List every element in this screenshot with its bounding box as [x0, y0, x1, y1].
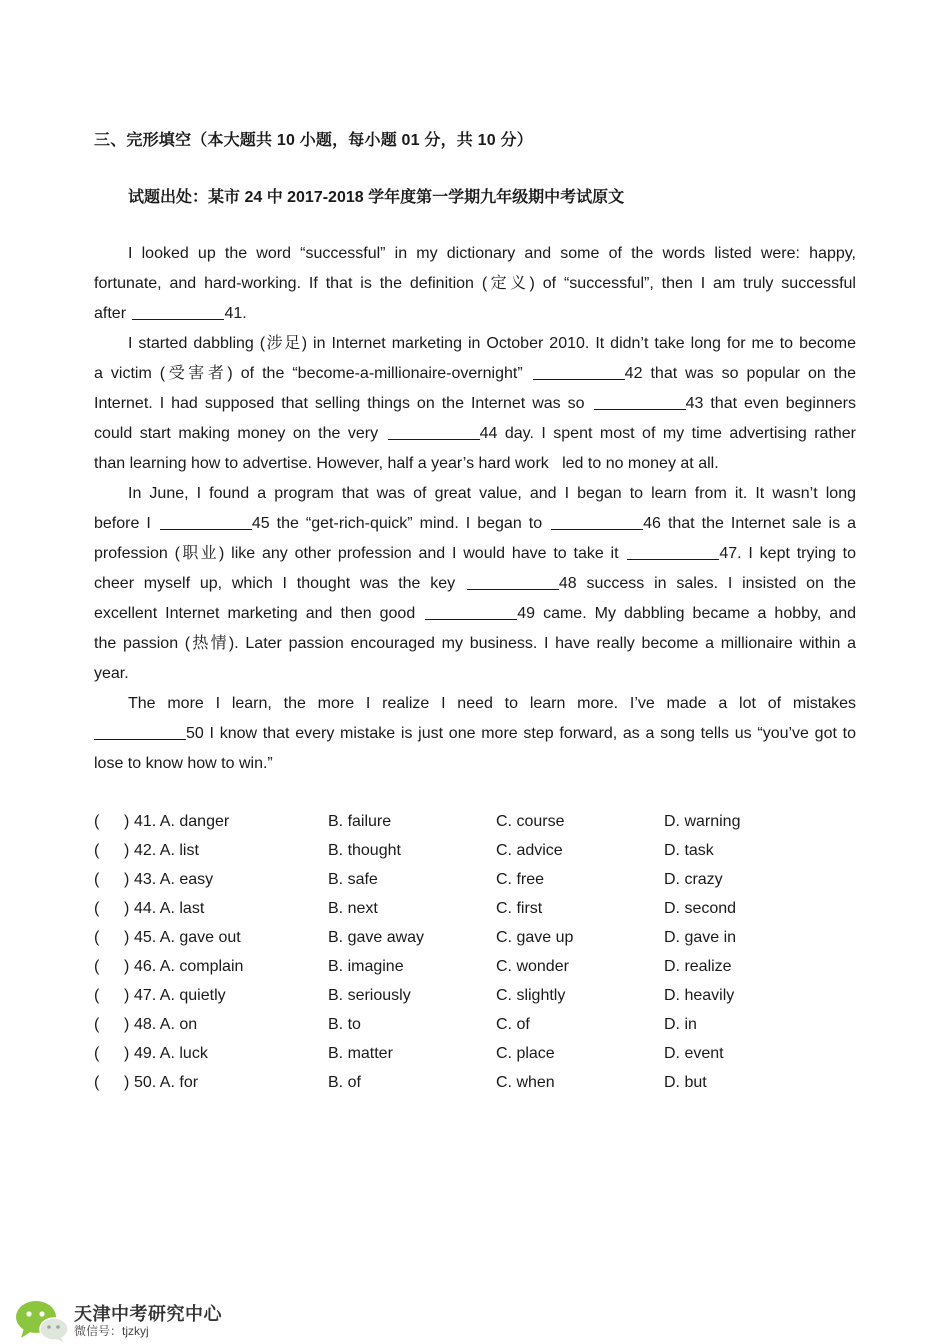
option-d: D. event: [664, 1045, 724, 1062]
option-b: B. next: [328, 900, 378, 917]
footer-brand: [14, 1296, 274, 1342]
option-b: B. safe: [328, 871, 378, 888]
passage-line: a victim (受害者) of the “become-a-millionaire-overnight” 42 that was so popular on the: [94, 365, 856, 382]
answer-paren-close: ): [124, 1016, 130, 1033]
answer-paren-close: ): [124, 1045, 130, 1062]
option-c: C. advice: [496, 842, 563, 859]
option-c: C. when: [496, 1074, 555, 1091]
option-d: D. task: [664, 842, 714, 859]
option-c: C. wonder: [496, 958, 569, 975]
answer-paren-close: ): [124, 929, 130, 946]
option-c: C. of: [496, 1016, 530, 1033]
passage-line: fortunate, and hard-working. If that is the definition (定义) of “successful”, then I am truly successful: [94, 275, 856, 292]
option-row: [94, 895, 794, 924]
answer-blank: [132, 303, 224, 320]
option-c: C. first: [496, 900, 543, 917]
option-a: 47. A. quietly: [134, 987, 226, 1004]
answer-paren-open: (: [94, 842, 100, 859]
option-b: B. gave away: [328, 929, 425, 946]
option-c: C. gave up: [496, 929, 574, 946]
passage-line: could start making money on the very 44 day. I spent most of my time advertising rather: [94, 425, 857, 442]
option-b: B. failure: [328, 813, 392, 830]
option-row: [94, 837, 794, 866]
answer-paren-close: ): [124, 958, 130, 975]
answer-paren-close: ): [124, 1074, 130, 1091]
answer-paren-close: ): [124, 842, 130, 859]
answer-paren-open: (: [94, 1045, 100, 1062]
option-b: B. seriously: [328, 987, 411, 1004]
answer-paren-open: (: [94, 987, 100, 1004]
option-c: C. slightly: [496, 987, 566, 1004]
answer-blank: [425, 603, 517, 620]
answer-paren-open: (: [94, 871, 100, 888]
option-a: 49. A. luck: [134, 1045, 208, 1062]
answer-blank: [94, 723, 186, 740]
answer-options: [94, 808, 794, 1098]
option-d: D. realize: [664, 958, 732, 975]
answer-paren-close: ): [124, 871, 130, 888]
option-c: C. free: [496, 871, 545, 888]
option-row: [94, 808, 794, 837]
section-title: 三、完形填空（本大题共 10 小题，每小题 01 分，共 10 分）: [94, 132, 533, 149]
passage-line: lose to know how to win.”: [94, 755, 273, 772]
answer-paren-close: ): [124, 813, 130, 830]
answer-blank: [160, 513, 252, 530]
passage-line: than learning how to advertise. However, half a year’s hard work led to no money at all.: [94, 455, 719, 472]
answer-blank: [594, 393, 686, 410]
passage-line: Internet. I had supposed that selling things on the Internet was so 43 that even beginners: [94, 395, 856, 412]
option-c: C. course: [496, 813, 565, 830]
answer-paren-open: (: [94, 958, 100, 975]
passage-line: I looked up the word “successful” in my dictionary and some of the words listed were: happy,: [128, 245, 856, 262]
option-b: B. to: [328, 1016, 361, 1033]
answer-paren-open: (: [94, 929, 100, 946]
passage-line: after 41.: [94, 305, 247, 322]
option-a: 43. A. easy: [134, 871, 214, 888]
option-d: D. in: [664, 1016, 697, 1033]
option-b: B. of: [328, 1074, 361, 1091]
answer-paren-open: (: [94, 813, 100, 830]
option-a: 44. A. last: [134, 900, 205, 917]
answer-blank: [551, 513, 643, 530]
option-a: 46. A. complain: [134, 958, 244, 975]
option-b: B. imagine: [328, 958, 404, 975]
option-a: 41. A. danger: [134, 813, 230, 830]
passage-line: year.: [94, 665, 129, 682]
answer-paren-open: (: [94, 1016, 100, 1033]
option-a: 50. A. for: [134, 1074, 199, 1091]
answer-paren-close: ): [124, 987, 130, 1004]
passage-line: The more I learn, the more I realize I need to learn more. I’ve made a lot of mistakes: [128, 695, 856, 712]
answer-paren-open: (: [94, 1074, 100, 1091]
option-d: D. warning: [664, 813, 741, 830]
answer-blank: [388, 423, 480, 440]
option-c: C. place: [496, 1045, 555, 1062]
answer-blank: [467, 573, 559, 590]
option-d: D. second: [664, 900, 737, 917]
option-row: [94, 1040, 794, 1069]
passage-line: 50 I know that every mistake is just one more step forward, as a song tells us “you’ve got to: [94, 720, 856, 750]
answer-paren-close: ): [124, 900, 130, 917]
option-a: 48. A. on: [134, 1016, 198, 1033]
wechat-id: 微信号：tjzkyj: [74, 1324, 149, 1338]
answer-blank: [533, 363, 625, 380]
option-d: D. gave in: [664, 929, 737, 946]
option-a: 42. A. list: [134, 842, 199, 859]
passage-line: I started dabbling (涉足) in Internet marketing in October 2010. It didn’t take long for me to become: [128, 335, 856, 352]
passage-line: profession (职业) like any other profession and I would have to take it 47. I kept trying to: [94, 545, 856, 562]
passage-line: the passion (热情). Later passion encouraged my business. I have really become a millionaire within a: [94, 635, 856, 652]
option-b: B. thought: [328, 842, 401, 859]
option-d: D. but: [664, 1074, 707, 1091]
option-b: B. matter: [328, 1045, 393, 1062]
passage-line: cheer myself up, which I thought was the key 48 success in sales. I insisted on the: [94, 575, 856, 592]
passage-line: In June, I found a program that was of great value, and I began to learn from it. It wasn’t long: [128, 485, 856, 502]
option-row: [94, 953, 794, 982]
answer-blank: [627, 543, 719, 560]
option-row: [94, 1011, 794, 1040]
answer-paren-open: (: [94, 900, 100, 917]
option-a: 45. A. gave out: [134, 929, 241, 946]
brand-name: 天津中考研究中心: [74, 1304, 222, 1324]
passage-line: excellent Internet marketing and then good 49 came. My dabbling became a hobby, and: [94, 605, 856, 622]
passage-line: before I 45 the “get-rich-quick” mind. I began to 46 that the Internet sale is a: [94, 515, 857, 532]
option-d: D. heavily: [664, 987, 735, 1004]
option-row: [94, 982, 794, 1011]
option-row: [94, 866, 794, 895]
source-line: 试题出处：某市 24 中 2017-2018 学年度第一学期九年级期中考试原文: [128, 189, 625, 206]
cloze-passage: [94, 240, 856, 780]
wechat-icon: [14, 1298, 70, 1342]
option-row: [94, 1069, 794, 1098]
option-row: [94, 924, 794, 953]
option-d: D. crazy: [664, 871, 723, 888]
